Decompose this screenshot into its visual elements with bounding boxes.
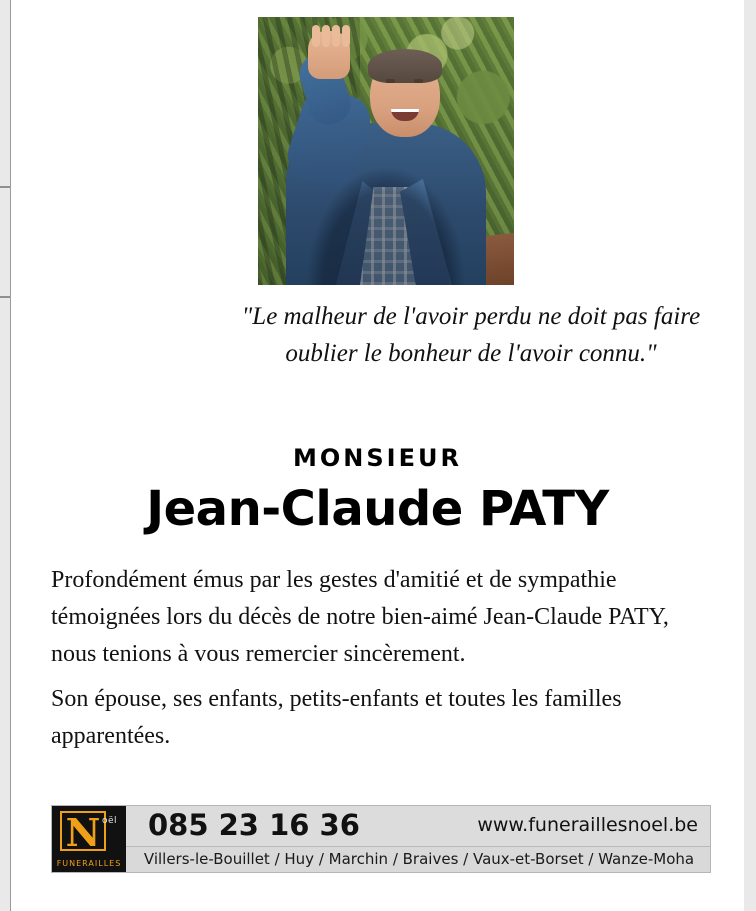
funeral-home-logo (52, 806, 126, 872)
person-hair (368, 49, 442, 83)
advert-phone-number[interactable]: 085 23 16 36 (148, 808, 360, 842)
hand-finger (312, 25, 320, 47)
funeral-home-advert[interactable] (51, 805, 711, 873)
portrait-photo (258, 17, 514, 285)
logo-letter-n: N (60, 811, 106, 851)
hand-finger (342, 25, 350, 47)
person-eye-right (414, 79, 423, 83)
logo-subscript: oël (102, 816, 118, 826)
logo-wordmark: FUNERAILLES (56, 859, 122, 868)
honorific-label: MONSIEUR (293, 444, 462, 472)
page-left-gutter (0, 0, 11, 911)
gutter-mark (0, 186, 10, 188)
memorial-quote: "Le malheur de l'avoir perdu ne doit pas faire oublier le bonheur de l'avoir connu." (241, 303, 701, 367)
advert-coverage-area: Villers-le-Bouillet / Huy / Marchin / Braives / Vaux-et-Borset / Wanze-Moha (143, 850, 695, 868)
gutter-mark (0, 296, 10, 298)
hand-finger (322, 25, 330, 47)
death-notice-card (11, 0, 744, 911)
deceased-name: Jean-Claude PATY (146, 481, 609, 537)
person-eye-left (386, 79, 395, 83)
portrait-photo-image (258, 17, 514, 285)
advert-website-link[interactable]: www.funeraillesnoel.be (477, 814, 698, 836)
hand-finger (332, 25, 340, 47)
message-paragraph-2: Son épouse, ses enfants, petits-enfants et toutes les familles apparentées. (51, 686, 622, 749)
page-right-gutter (743, 0, 756, 911)
message-paragraph-1: Profondément émus par les gestes d'amitié et de sympathie témoignées lors du décès de notre bien-aimé Jean-Claude PATY, nous tenions à vous remercier sincèrement. (51, 567, 669, 667)
thank-you-message (51, 562, 711, 763)
